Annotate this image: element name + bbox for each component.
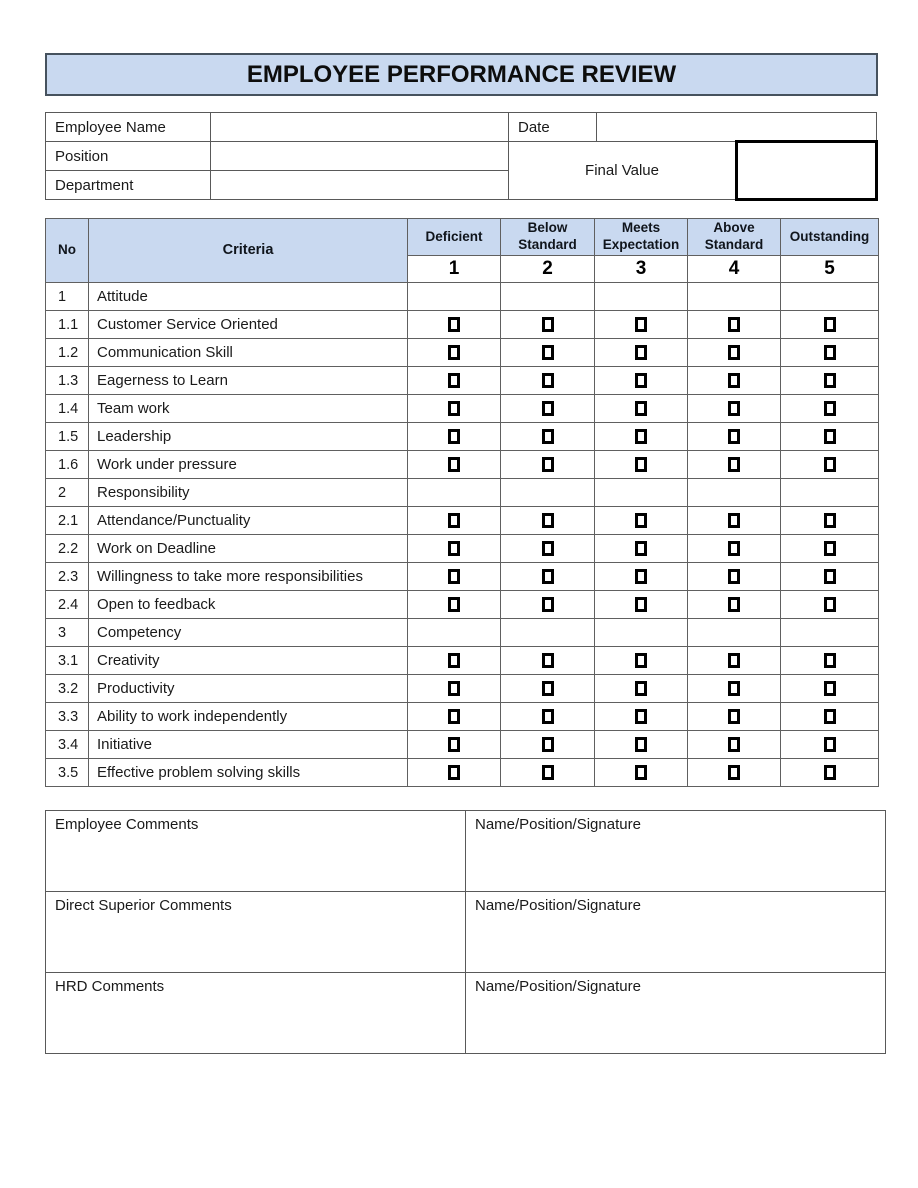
scale-value-1: 1: [408, 256, 501, 283]
rating-checkbox[interactable]: [824, 737, 836, 752]
rating-cell[interactable]: [595, 311, 688, 339]
rating-cell[interactable]: [781, 367, 879, 395]
comments-row: [46, 811, 886, 892]
rating-checkbox[interactable]: [542, 401, 554, 416]
rating-checkbox[interactable]: [728, 541, 740, 556]
rating-cell[interactable]: [781, 675, 879, 703]
rating-checkbox[interactable]: [635, 569, 647, 584]
comments-field[interactable]: [46, 811, 466, 892]
rating-cell[interactable]: [501, 563, 595, 591]
rating-checkbox[interactable]: [635, 345, 647, 360]
comments-field[interactable]: [46, 892, 466, 973]
criteria-item-row: [46, 507, 879, 535]
rating-checkbox[interactable]: [542, 345, 554, 360]
rating-checkbox[interactable]: [824, 765, 836, 780]
rating-checkbox[interactable]: [448, 317, 460, 332]
rating-cell[interactable]: [688, 423, 781, 451]
rating-cell[interactable]: [408, 395, 501, 423]
rating-cell: [781, 479, 879, 507]
signature-field[interactable]: [466, 811, 886, 892]
info-row-1: [46, 113, 877, 142]
rating-cell[interactable]: [688, 507, 781, 535]
rating-cell[interactable]: [501, 703, 595, 731]
rating-cell[interactable]: [781, 423, 879, 451]
rating-cell[interactable]: [501, 759, 595, 787]
rating-checkbox[interactable]: [448, 541, 460, 556]
rating-cell[interactable]: [688, 339, 781, 367]
rating-checkbox[interactable]: [448, 429, 460, 444]
rating-cell[interactable]: [781, 731, 879, 759]
rating-cell[interactable]: [408, 311, 501, 339]
criteria-item-row: [46, 759, 879, 787]
rating-checkbox[interactable]: [635, 681, 647, 696]
rating-checkbox[interactable]: [448, 653, 460, 668]
criteria-label: Work under pressure: [89, 451, 408, 479]
rating-checkbox[interactable]: [728, 401, 740, 416]
rating-cell: [408, 283, 501, 311]
criteria-number: 3: [46, 619, 89, 647]
comments-field-label: HRD Comments: [55, 978, 165, 995]
signature-field[interactable]: [466, 892, 886, 973]
rating-cell[interactable]: [595, 423, 688, 451]
rating-checkbox[interactable]: [824, 457, 836, 472]
rating-cell[interactable]: [501, 395, 595, 423]
criteria-label: Team work: [89, 395, 408, 423]
rating-cell[interactable]: [781, 311, 879, 339]
rating-cell: [501, 479, 595, 507]
rating-cell[interactable]: [501, 367, 595, 395]
rating-checkbox[interactable]: [448, 513, 460, 528]
rating-cell[interactable]: [688, 451, 781, 479]
criteria-number: 2.1: [46, 507, 89, 535]
rating-checkbox[interactable]: [448, 765, 460, 780]
rating-cell[interactable]: [408, 367, 501, 395]
rating-cell[interactable]: [781, 563, 879, 591]
criteria-label: Productivity: [89, 675, 408, 703]
rating-checkbox[interactable]: [635, 457, 647, 472]
rating-cell[interactable]: [501, 507, 595, 535]
info-row-2: [46, 142, 877, 171]
rating-checkbox[interactable]: [542, 317, 554, 332]
rating-cell[interactable]: [688, 563, 781, 591]
rating-cell[interactable]: [501, 423, 595, 451]
rating-cell[interactable]: [408, 647, 501, 675]
rating-checkbox[interactable]: [635, 401, 647, 416]
rating-cell[interactable]: [781, 647, 879, 675]
rating-checkbox[interactable]: [635, 765, 647, 780]
employee-info-table: [45, 112, 878, 201]
criteria-label: Communication Skill: [89, 339, 408, 367]
criteria-section-row: [46, 619, 879, 647]
criteria-item-row: [46, 311, 879, 339]
rating-cell[interactable]: [595, 675, 688, 703]
rating-checkbox[interactable]: [635, 373, 647, 388]
signature-field-label: Name/Position/Signature: [475, 816, 641, 833]
scale-header-outstanding: Outstanding: [781, 219, 879, 256]
rating-cell[interactable]: [781, 339, 879, 367]
criteria-label: Customer Service Oriented: [89, 311, 408, 339]
rating-checkbox[interactable]: [728, 513, 740, 528]
rating-checkbox[interactable]: [728, 737, 740, 752]
rating-cell: [781, 283, 879, 311]
rating-checkbox[interactable]: [448, 401, 460, 416]
rating-checkbox[interactable]: [542, 737, 554, 752]
rating-checkbox[interactable]: [728, 569, 740, 584]
criteria-label: Attendance/Punctuality: [89, 507, 408, 535]
rating-checkbox[interactable]: [542, 765, 554, 780]
criteria-item-row: [46, 563, 879, 591]
rating-cell[interactable]: [688, 703, 781, 731]
rating-checkbox[interactable]: [824, 429, 836, 444]
criteria-item-row: [46, 591, 879, 619]
rating-cell[interactable]: [595, 535, 688, 563]
criteria-item-row: [46, 731, 879, 759]
rating-cell[interactable]: [688, 759, 781, 787]
rating-checkbox[interactable]: [542, 373, 554, 388]
criteria-item-row: [46, 423, 879, 451]
rating-cell: [595, 619, 688, 647]
rating-cell[interactable]: [501, 731, 595, 759]
rating-checkbox[interactable]: [542, 541, 554, 556]
rating-checkbox[interactable]: [448, 681, 460, 696]
criteria-number: 3.5: [46, 759, 89, 787]
rating-checkbox[interactable]: [635, 597, 647, 612]
scale-value-3: 3: [595, 256, 688, 283]
rating-cell[interactable]: [408, 339, 501, 367]
rating-cell[interactable]: [408, 759, 501, 787]
employee-name-field[interactable]: [211, 113, 509, 142]
criteria-number: 3.4: [46, 731, 89, 759]
criteria-label: Creativity: [89, 647, 408, 675]
rating-cell[interactable]: [501, 591, 595, 619]
rating-checkbox[interactable]: [635, 317, 647, 332]
rating-checkbox[interactable]: [542, 597, 554, 612]
criteria-number: 1.6: [46, 451, 89, 479]
rating-checkbox[interactable]: [824, 513, 836, 528]
no-column-header: No: [46, 219, 89, 283]
page-title: EMPLOYEE PERFORMANCE REVIEW: [246, 60, 677, 88]
rating-checkbox[interactable]: [635, 513, 647, 528]
rating-checkbox[interactable]: [728, 373, 740, 388]
scale-value-5: 5: [781, 256, 879, 283]
rating-checkbox[interactable]: [824, 597, 836, 612]
comments-field[interactable]: [46, 973, 466, 1054]
rating-cell[interactable]: [595, 339, 688, 367]
rating-cell: [688, 479, 781, 507]
rating-cell: [595, 479, 688, 507]
department-field[interactable]: [211, 171, 509, 200]
rating-cell[interactable]: [595, 703, 688, 731]
rating-cell[interactable]: [595, 367, 688, 395]
rating-checkbox[interactable]: [728, 429, 740, 444]
criteria-label: Eagerness to Learn: [89, 367, 408, 395]
comments-table-body: [46, 811, 886, 1054]
rating-checkbox[interactable]: [448, 737, 460, 752]
criteria-number: 2: [46, 479, 89, 507]
criteria-item-row: [46, 647, 879, 675]
final-value-label: Final Value: [509, 142, 737, 200]
rating-checkbox[interactable]: [448, 709, 460, 724]
rating-checkbox[interactable]: [728, 653, 740, 668]
position-label: Position: [46, 142, 211, 171]
rating-checkbox[interactable]: [824, 709, 836, 724]
criteria-label: Open to feedback: [89, 591, 408, 619]
rating-checkbox[interactable]: [448, 457, 460, 472]
rating-checkbox[interactable]: [542, 513, 554, 528]
criteria-item-row: [46, 395, 879, 423]
comments-field-label: Employee Comments: [55, 816, 199, 833]
criteria-label: Attitude: [89, 283, 408, 311]
rating-checkbox[interactable]: [824, 653, 836, 668]
rating-checkbox[interactable]: [728, 765, 740, 780]
rating-cell: [501, 283, 595, 311]
rating-checkbox[interactable]: [635, 737, 647, 752]
criteria-number: 2.3: [46, 563, 89, 591]
rating-cell[interactable]: [501, 451, 595, 479]
rating-checkbox[interactable]: [824, 373, 836, 388]
rating-checkbox[interactable]: [448, 345, 460, 360]
criteria-item-row: [46, 675, 879, 703]
scale-value-4: 4: [688, 256, 781, 283]
rating-cell[interactable]: [688, 591, 781, 619]
rating-cell[interactable]: [688, 367, 781, 395]
criteria-item-row: [46, 535, 879, 563]
criteria-label: Initiative: [89, 731, 408, 759]
comments-field-label: Direct Superior Comments: [55, 897, 232, 914]
date-label: Date: [509, 113, 597, 142]
criteria-number: 1.2: [46, 339, 89, 367]
criteria-label: Competency: [89, 619, 408, 647]
rating-checkbox[interactable]: [635, 429, 647, 444]
rating-cell[interactable]: [408, 563, 501, 591]
criteria-label: Willingness to take more responsibilities: [89, 563, 408, 591]
rating-cell[interactable]: [781, 507, 879, 535]
rating-cell[interactable]: [595, 395, 688, 423]
rating-checkbox[interactable]: [824, 569, 836, 584]
rating-cell: [408, 479, 501, 507]
rating-cell[interactable]: [408, 535, 501, 563]
criteria-number: 1: [46, 283, 89, 311]
criteria-number: 2.2: [46, 535, 89, 563]
comments-table: [45, 810, 886, 1054]
criteria-label: Effective problem solving skills: [89, 759, 408, 787]
scale-header-meets-expectation: Meets Expectation: [595, 219, 688, 256]
rating-checkbox[interactable]: [542, 457, 554, 472]
rating-table-body: [46, 283, 879, 787]
rating-checkbox[interactable]: [448, 597, 460, 612]
rating-checkbox[interactable]: [728, 709, 740, 724]
signature-field-label: Name/Position/Signature: [475, 897, 641, 914]
rating-cell[interactable]: [408, 675, 501, 703]
rating-cell[interactable]: [501, 647, 595, 675]
rating-cell[interactable]: [595, 647, 688, 675]
signature-field[interactable]: [466, 973, 886, 1054]
scale-header-deficient: Deficient: [408, 219, 501, 256]
rating-checkbox[interactable]: [635, 653, 647, 668]
rating-cell[interactable]: [595, 451, 688, 479]
rating-checkbox[interactable]: [635, 709, 647, 724]
criteria-item-row: [46, 703, 879, 731]
rating-cell[interactable]: [688, 395, 781, 423]
rating-cell: [408, 619, 501, 647]
rating-cell: [688, 283, 781, 311]
rating-cell[interactable]: [501, 535, 595, 563]
rating-cell[interactable]: [408, 703, 501, 731]
criteria-number: 1.5: [46, 423, 89, 451]
rating-cell: [688, 619, 781, 647]
rating-checkbox[interactable]: [728, 317, 740, 332]
scale-header-above-standard: Above Standard: [688, 219, 781, 256]
rating-cell[interactable]: [595, 563, 688, 591]
criteria-item-row: [46, 339, 879, 367]
criteria-rating-table: [45, 218, 879, 787]
criteria-number: 2.4: [46, 591, 89, 619]
rating-cell[interactable]: [501, 339, 595, 367]
rating-cell[interactable]: [688, 311, 781, 339]
department-label: Department: [46, 171, 211, 200]
rating-cell[interactable]: [501, 675, 595, 703]
rating-checkbox[interactable]: [728, 457, 740, 472]
criteria-number: 3.3: [46, 703, 89, 731]
comments-row: [46, 973, 886, 1054]
rating-checkbox[interactable]: [448, 373, 460, 388]
rating-cell[interactable]: [595, 591, 688, 619]
rating-cell[interactable]: [781, 535, 879, 563]
criteria-label: Responsibility: [89, 479, 408, 507]
rating-cell[interactable]: [781, 703, 879, 731]
criteria-section-row: [46, 479, 879, 507]
rating-cell[interactable]: [501, 311, 595, 339]
rating-checkbox[interactable]: [824, 317, 836, 332]
rating-cell[interactable]: [408, 731, 501, 759]
rating-checkbox[interactable]: [448, 569, 460, 584]
rating-cell[interactable]: [408, 507, 501, 535]
scale-value-2: 2: [501, 256, 595, 283]
rating-checkbox[interactable]: [728, 345, 740, 360]
rating-cell: [501, 619, 595, 647]
rating-checkbox[interactable]: [728, 681, 740, 696]
rating-cell: [781, 619, 879, 647]
rating-checkbox[interactable]: [542, 569, 554, 584]
scale-header-below-standard: Below Standard: [501, 219, 595, 256]
criteria-label: Ability to work independently: [89, 703, 408, 731]
rating-cell[interactable]: [595, 731, 688, 759]
criteria-item-row: [46, 451, 879, 479]
criteria-number: 3.2: [46, 675, 89, 703]
rating-checkbox[interactable]: [542, 681, 554, 696]
criteria-column-header: Criteria: [89, 219, 408, 283]
rating-checkbox[interactable]: [542, 653, 554, 668]
rating-cell[interactable]: [781, 451, 879, 479]
rating-cell[interactable]: [781, 591, 879, 619]
rating-cell[interactable]: [408, 451, 501, 479]
employee-name-label: Employee Name: [46, 113, 211, 142]
date-field[interactable]: [597, 113, 877, 142]
rating-cell[interactable]: [688, 535, 781, 563]
position-field[interactable]: [211, 142, 509, 171]
rating-checkbox[interactable]: [824, 681, 836, 696]
rating-cell[interactable]: [781, 759, 879, 787]
rating-checkbox[interactable]: [824, 541, 836, 556]
criteria-section-row: [46, 283, 879, 311]
criteria-label: Leadership: [89, 423, 408, 451]
rating-checkbox[interactable]: [728, 597, 740, 612]
rating-checkbox[interactable]: [542, 429, 554, 444]
rating-checkbox[interactable]: [542, 709, 554, 724]
criteria-item-row: [46, 367, 879, 395]
rating-cell[interactable]: [688, 675, 781, 703]
rating-cell[interactable]: [688, 647, 781, 675]
rating-checkbox[interactable]: [635, 541, 647, 556]
rating-cell: [595, 283, 688, 311]
final-value-box[interactable]: [737, 142, 877, 200]
title-band: [45, 53, 878, 96]
rating-cell[interactable]: [688, 731, 781, 759]
criteria-number: 1.3: [46, 367, 89, 395]
signature-field-label: Name/Position/Signature: [475, 978, 641, 995]
rating-cell[interactable]: [595, 759, 688, 787]
criteria-number: 1.1: [46, 311, 89, 339]
rating-checkbox[interactable]: [824, 401, 836, 416]
rating-cell[interactable]: [595, 507, 688, 535]
comments-row: [46, 892, 886, 973]
rating-checkbox[interactable]: [824, 345, 836, 360]
rating-header-labels-row: [46, 219, 879, 256]
criteria-number: 1.4: [46, 395, 89, 423]
criteria-label: Work on Deadline: [89, 535, 408, 563]
rating-cell[interactable]: [408, 423, 501, 451]
rating-cell[interactable]: [408, 591, 501, 619]
criteria-number: 3.1: [46, 647, 89, 675]
rating-cell[interactable]: [781, 395, 879, 423]
